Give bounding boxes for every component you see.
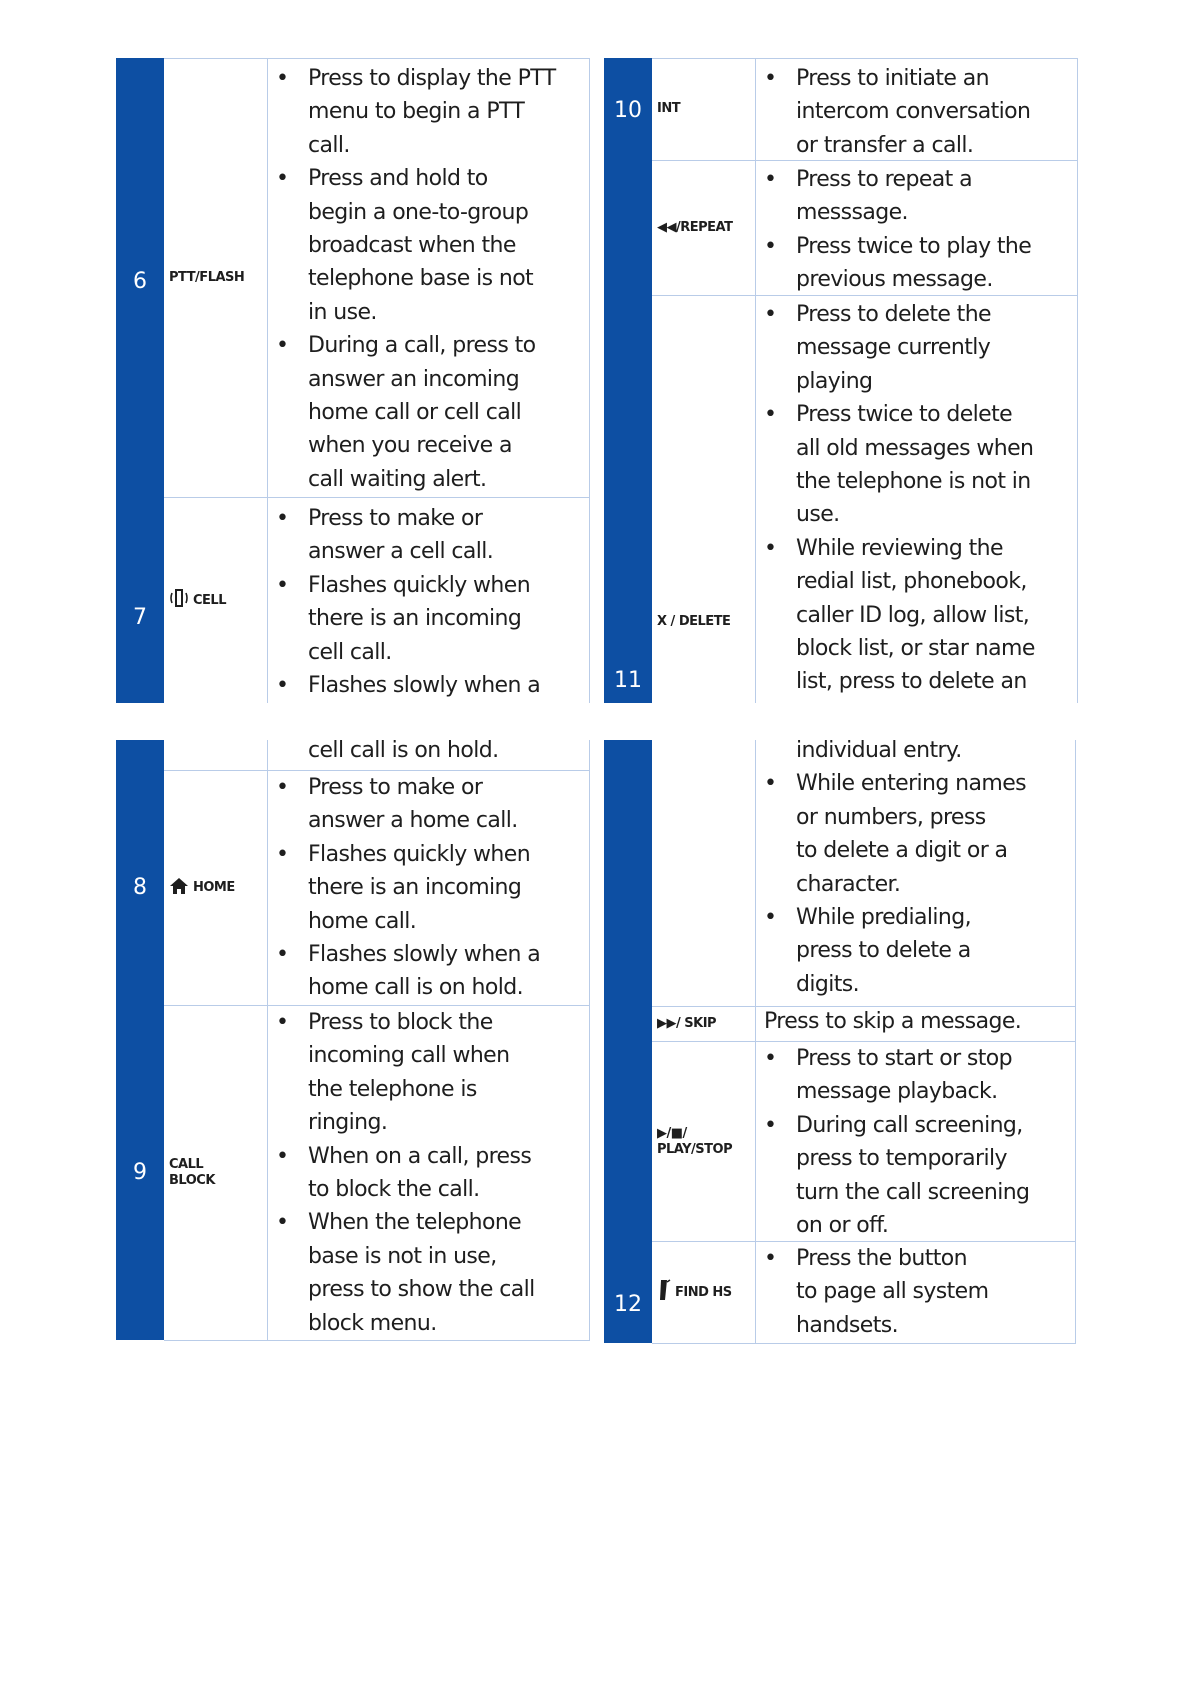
table-row	[652, 1007, 1076, 1042]
top-right-panel	[604, 58, 1078, 703]
continued-text: cell call is on hold.	[308, 738, 499, 763]
key-cell	[652, 161, 756, 295]
bullet-item: • Press to display the PTT menu to begin a PTT call.	[268, 62, 590, 162]
key-cell	[652, 296, 756, 703]
description-cell	[268, 1006, 590, 1340]
key-cell	[164, 740, 268, 770]
row-number: 11	[614, 668, 642, 693]
description-cell	[756, 161, 1078, 295]
key-label: CALL BLOCK	[169, 1157, 215, 1188]
description-cell	[756, 1042, 1076, 1241]
description-cell	[756, 1005, 1076, 1041]
bullet-item: • Press the button to page all system handsets.	[756, 1242, 1076, 1342]
continued-text: individual entry.	[796, 738, 962, 763]
row-number: 8	[133, 875, 147, 900]
table-row	[652, 296, 1078, 703]
number-column	[116, 58, 164, 703]
key-label: PTT/FLASH	[169, 269, 245, 285]
row-number: 12	[614, 1292, 642, 1317]
row-number: 10	[614, 98, 642, 123]
bullet-item: • While reviewing the redial list, phonebook, caller ID log, allow list, block list, or star name list, press to delete an	[756, 532, 1078, 699]
top-left-panel	[116, 58, 590, 703]
bullet-item: • Press to make or answer a cell call.	[268, 502, 590, 569]
bullet-item: • During a call, press to answer an incoming home call or cell call when you receive a call waiting alert.	[268, 329, 590, 496]
table-row	[164, 740, 590, 771]
table-row	[652, 1042, 1076, 1242]
key-cell	[652, 1007, 756, 1041]
key-label: X / DELETE	[657, 614, 731, 629]
table-row	[164, 1006, 590, 1341]
bullet-item: • Flashes slowly when a home call is on hold.	[268, 938, 590, 1005]
bullet-item: • Press to repeat a messsage.	[756, 163, 1078, 230]
number-column	[604, 740, 652, 1343]
table-row	[164, 498, 590, 703]
bullet-item: • During call screening, press to temporarily turn the call screening on or off.	[756, 1109, 1076, 1243]
number-column	[604, 58, 652, 703]
description-cell	[268, 58, 590, 497]
table-row	[164, 771, 590, 1006]
home-icon	[169, 876, 189, 901]
bullet-item: • Press to initiate an intercom conversation or transfer a call.	[756, 62, 1078, 162]
bullet-item: • Press twice to play the previous message.	[756, 230, 1078, 297]
row-number: 9	[133, 1160, 147, 1185]
key-label: HOME	[193, 880, 235, 895]
bullet-item: • Press to make or answer a home call.	[268, 771, 590, 838]
key-label: INT	[657, 101, 681, 116]
key-cell	[164, 498, 268, 703]
handset-icon	[657, 1279, 671, 1306]
bullet-item: • While entering names or numbers, press to delete a digit or a character.	[756, 767, 1076, 901]
bullet-item: • Flashes slowly when a	[268, 669, 590, 702]
bullet-item: • Press to delete the message currently playing	[756, 298, 1078, 398]
description-cell	[756, 296, 1078, 703]
key-cell	[164, 1006, 268, 1340]
key-label: ◀◀/REPEAT	[657, 220, 733, 235]
table-row	[652, 161, 1078, 296]
table-row	[652, 740, 1076, 1007]
description-text: Press to skip a message.	[764, 1009, 1022, 1034]
bullet-item: • Press to start or stop message playback.	[756, 1042, 1076, 1109]
row-number: 7	[133, 605, 147, 630]
bullet-item: • Press twice to delete all old messages when the telephone is not in use.	[756, 398, 1078, 532]
table-row	[652, 1242, 1076, 1344]
description-cell	[268, 734, 590, 770]
bullet-item: • When the telephone base is not in use, press to show the call block menu.	[268, 1206, 590, 1340]
key-cell	[164, 58, 268, 497]
key-label: ▶/■/ PLAY/STOP	[657, 1125, 733, 1157]
bullet-item: • Press and hold to begin a one-to-group broadcast when the telephone base is not in use.	[268, 162, 590, 329]
row-number: 6	[133, 269, 147, 294]
bullet-item: • Flashes quickly when there is an incoming cell call.	[268, 569, 590, 669]
key-cell	[652, 740, 756, 1006]
bullet-item: • Press to block the incoming call when the telephone is ringing.	[268, 1006, 590, 1140]
key-cell	[652, 58, 756, 160]
bullet-item: • When on a call, press to block the call.	[268, 1140, 590, 1207]
bottom-left-panel	[116, 740, 590, 1340]
description-cell	[268, 771, 590, 1005]
bullet-item: • Flashes quickly when there is an incoming home call.	[268, 838, 590, 938]
key-cell	[652, 1042, 756, 1241]
cell-icon	[169, 588, 189, 613]
number-column	[116, 740, 164, 1340]
key-label: FIND HS	[675, 1284, 732, 1300]
bottom-right-panel	[604, 740, 1076, 1343]
description-cell	[756, 1242, 1076, 1343]
bullet-item: • While predialing, press to delete a digits.	[756, 901, 1076, 1001]
key-cell	[652, 1242, 756, 1343]
table-row	[652, 58, 1078, 161]
key-label: ▶▶/ SKIP	[657, 1016, 717, 1031]
description-cell	[756, 58, 1078, 160]
key-label: CELL	[193, 592, 226, 608]
description-cell	[268, 498, 590, 703]
table-row	[164, 58, 590, 498]
description-cell	[756, 734, 1076, 1006]
key-cell	[164, 771, 268, 1005]
